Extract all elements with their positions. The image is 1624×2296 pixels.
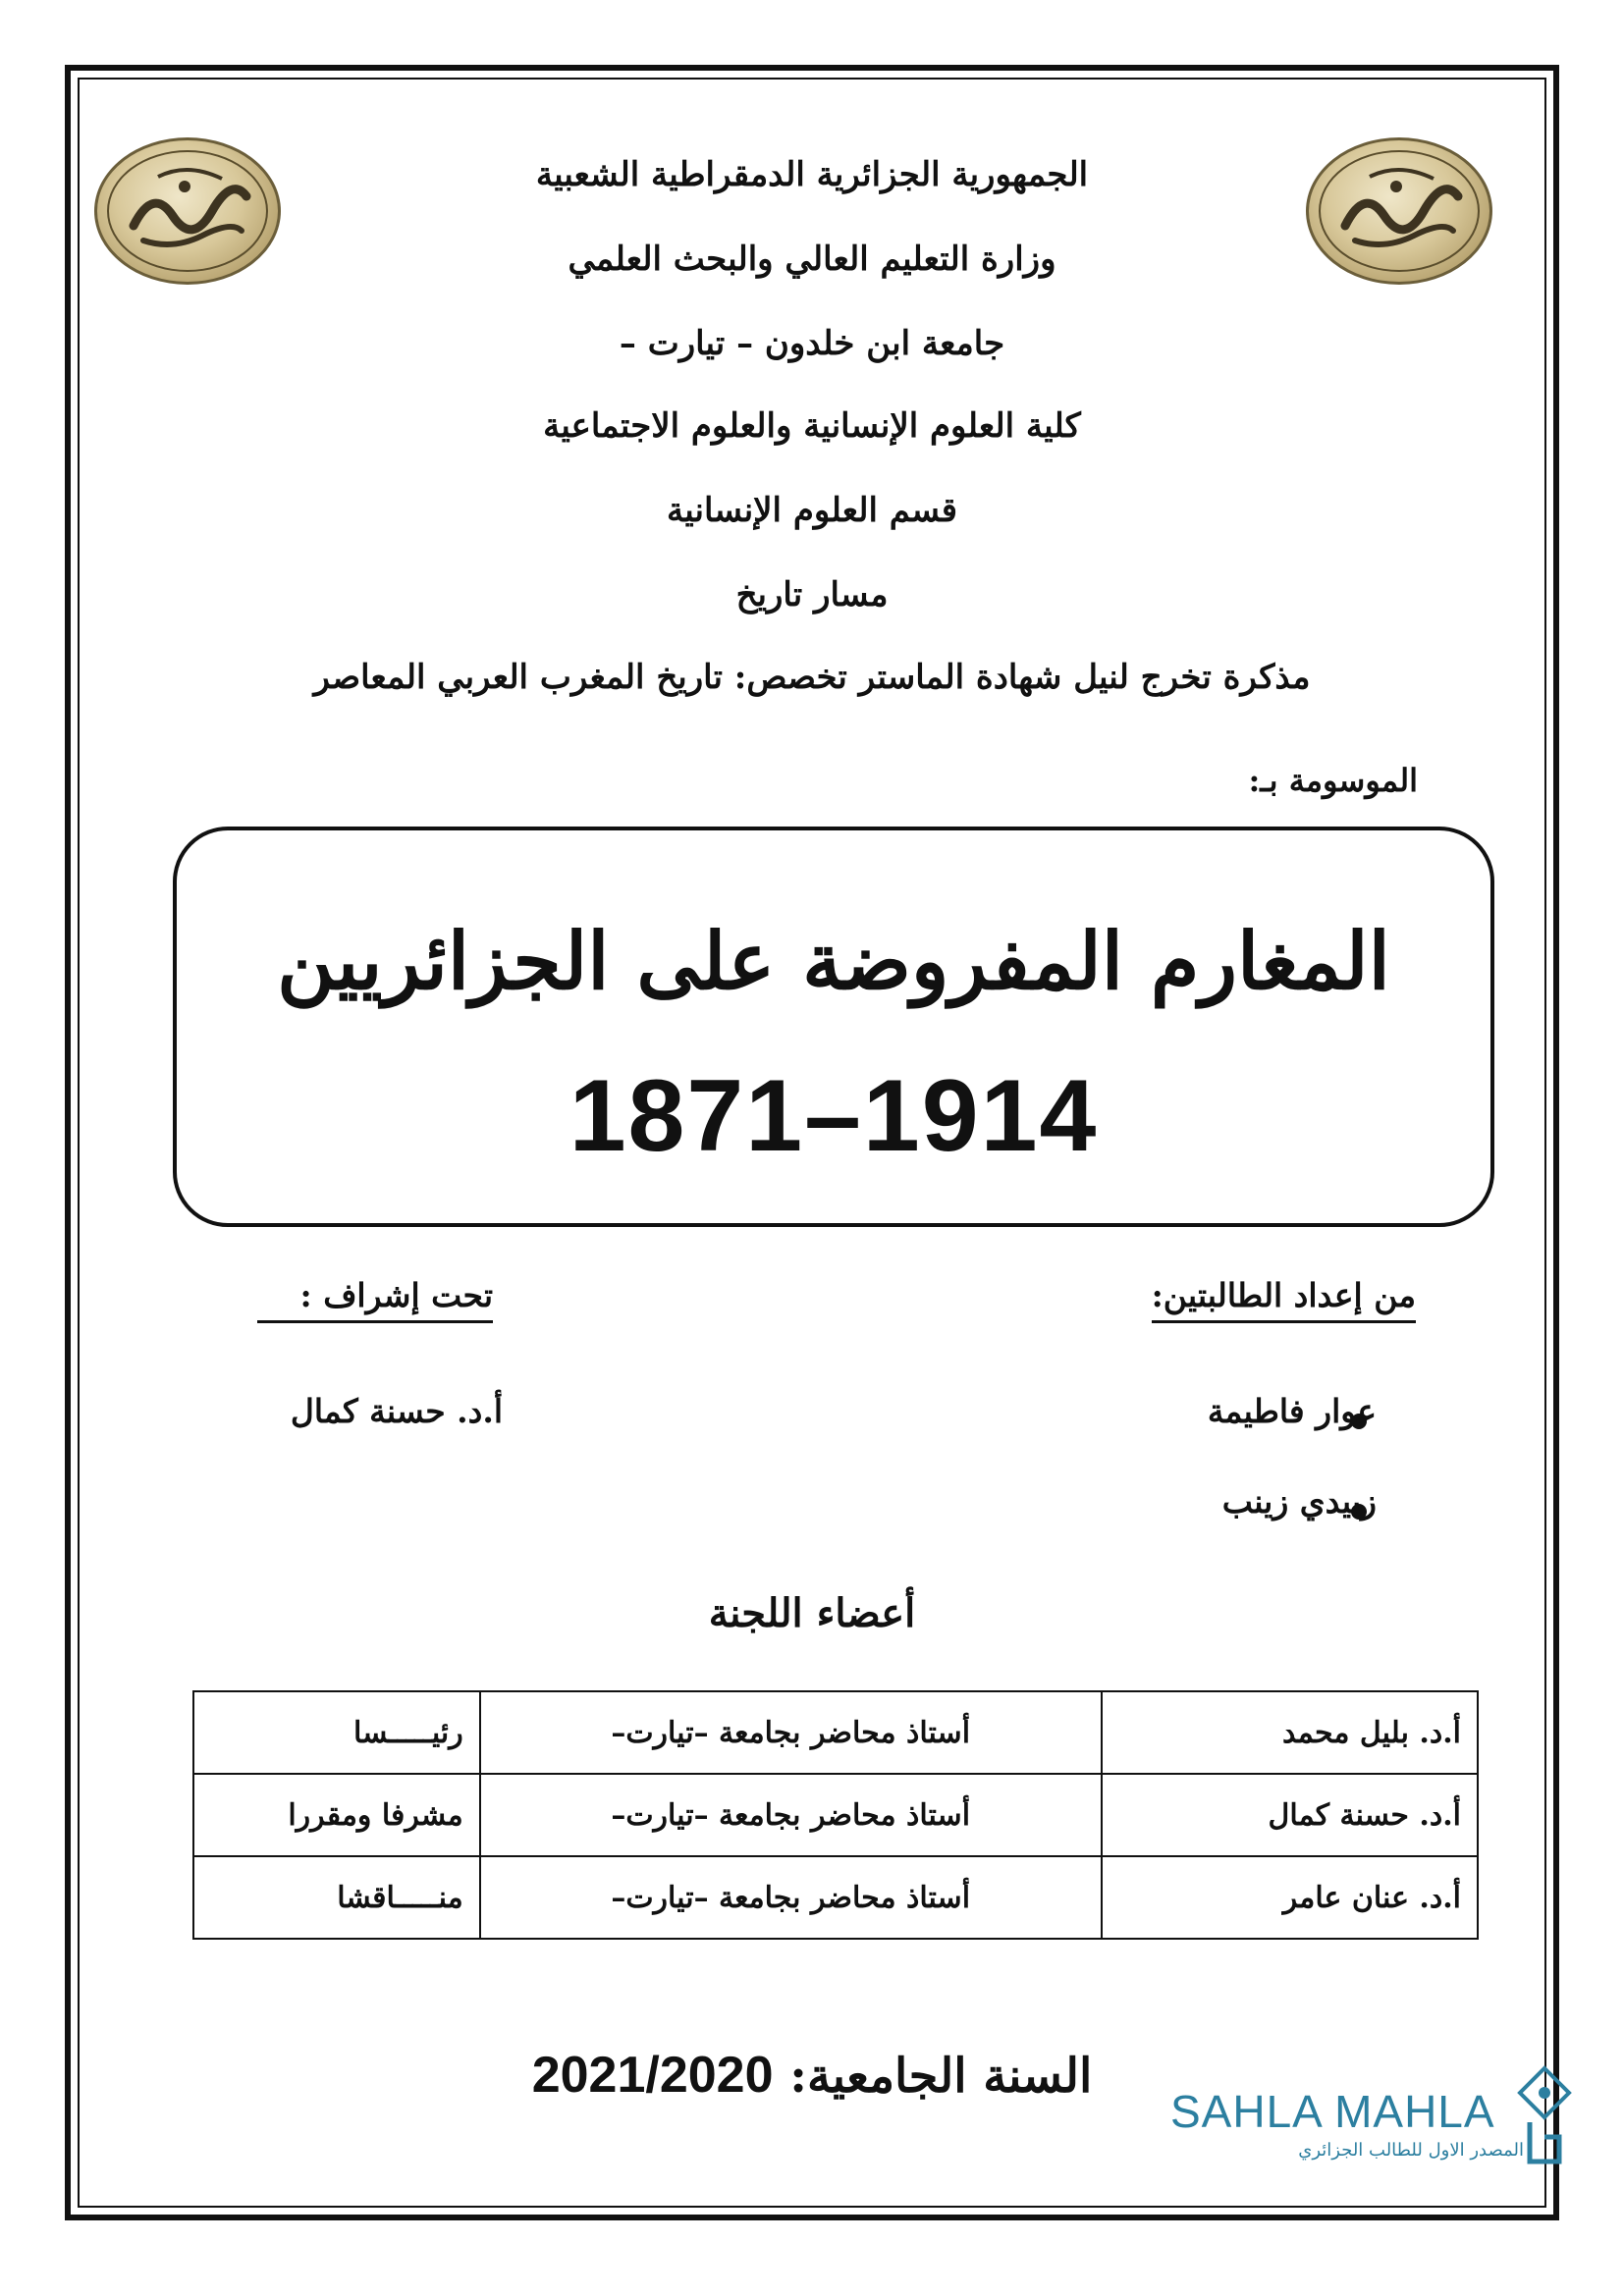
table-row bbox=[193, 1856, 1478, 1939]
member-rank: أستاذ محاضر بجامعة –تيارت– bbox=[480, 1774, 1102, 1856]
supervision-heading: تحت إشراف : bbox=[257, 1276, 493, 1323]
thesis-title: المغارم المفروضة على الجزائريين bbox=[277, 915, 1390, 1007]
titled-label: الموسومة بـ: bbox=[1248, 762, 1418, 799]
committee-table bbox=[192, 1690, 1479, 1940]
watermark bbox=[1170, 2079, 1563, 2177]
member-role: منـــــاقشا bbox=[193, 1856, 480, 1939]
watermark-logo-icon bbox=[1510, 2063, 1579, 2171]
committee-heading: أعضاء اللجنة bbox=[708, 1590, 916, 1636]
member-role: رئيـــــسا bbox=[193, 1691, 480, 1774]
track-line: مسار تاريخ bbox=[735, 575, 889, 614]
academic-year-value: 2021/2020 bbox=[531, 2047, 774, 2104]
watermark-tagline: المصدر الاول للطالب الجزائري bbox=[1298, 2140, 1524, 2161]
member-rank: أستاذ محاضر بجامعة –تيارت– bbox=[480, 1856, 1102, 1939]
member-role: مشرفا ومقررا bbox=[193, 1774, 480, 1856]
thesis-years: 1871–1914 bbox=[568, 1059, 1099, 1173]
table-row bbox=[193, 1774, 1478, 1856]
table-row bbox=[193, 1691, 1478, 1774]
member-name: أ.د. حسنة كمال bbox=[1102, 1774, 1478, 1856]
member-name: أ.د. عنان عامر bbox=[1102, 1856, 1478, 1939]
academic-year-label: السنة الجامعية: bbox=[789, 2049, 1093, 2104]
student-name: زبيدي زينب bbox=[1221, 1482, 1377, 1521]
republic-line: الجمهورية الجزائرية الدمقراطية الشعبية bbox=[535, 155, 1089, 194]
ministry-line: وزارة التعليم العالي والبحث العلمي bbox=[568, 240, 1056, 279]
faculty-line: كلية العلوم الإنسانية والعلوم الاجتماعية bbox=[543, 406, 1081, 446]
member-rank: أستاذ محاضر بجامعة –تيارت– bbox=[480, 1691, 1102, 1774]
thesis-description: مذكرة تخرج لنيل شهادة الماستر تخصص: تاريخ المغرب العربي المعاصر bbox=[313, 658, 1311, 697]
title-box bbox=[173, 827, 1494, 1227]
students-heading: من إعداد الطالبتين: bbox=[1152, 1276, 1416, 1323]
university-line: جامعة ابن خلدون – تيارت – bbox=[619, 324, 1005, 363]
watermark-brand: SAHLA MAHLA bbox=[1170, 2086, 1495, 2137]
student-name: عوار فاطيمة bbox=[1207, 1392, 1377, 1430]
department-line: قسم العلوم الإنسانية bbox=[667, 491, 957, 530]
member-name: أ.د. بليل محمد bbox=[1102, 1691, 1478, 1774]
supervisor-name: أ.د. حسنة كمال bbox=[290, 1392, 503, 1430]
